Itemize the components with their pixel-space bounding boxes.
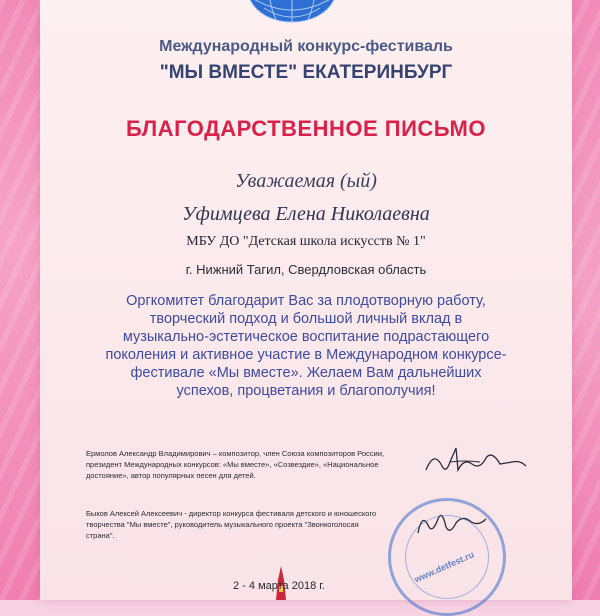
signatory-line: страна".: [86, 531, 115, 540]
stamp-inner-ring: [405, 515, 489, 599]
recipient-name: Уфимцева Елена Николаевна: [182, 203, 430, 225]
gratitude-text: [40, 292, 572, 400]
stamp-website: www.detfest.ru: [412, 549, 476, 585]
gratitude-line: поколения и активное участие в Международном конкурсе-: [105, 347, 507, 363]
signatory-line: Быков Алексей Алексеевич - директор конкурса фестиваля детского и юношеского: [86, 509, 377, 518]
signature-1: [420, 440, 530, 480]
signatory-line: достояние», автор популярных песен для детей.: [86, 471, 256, 480]
gratitude-line: творческий подход и большой личный вклад в: [149, 311, 463, 327]
signatory-1-description: [86, 448, 386, 481]
document-title: БЛАГОДАРСТВЕННОЕ ПИСЬМО: [125, 116, 486, 141]
organizer-line-2: "МЫ ВМЕСТЕ" ЕКАТЕРИНБУРГ: [159, 62, 453, 83]
festival-globe-logo: [242, 0, 342, 24]
signatory-line: президент Международных конкурсов: «Мы вместе», «Созвездие», «Национальное: [86, 460, 379, 469]
gratitude-line: успехов, процветания и благополучия!: [176, 383, 436, 399]
gratitude-line: Оргкомитет благодарит Вас за плодотворную работу,: [126, 293, 486, 309]
signatory-line: творчества "Мы вместе", руководитель музыкального проекта "Звонкоголосая: [86, 520, 359, 529]
signatory-2-description: [86, 508, 386, 541]
organizer-line-1: Международный конкурс-фестиваль: [159, 38, 453, 55]
gratitude-line: фестивале «Мы вместе». Желаем Вам дальнейших: [130, 365, 482, 381]
recipient-institution: МБУ ДО "Детская школа искусств № 1": [186, 234, 426, 249]
official-stamp: [388, 498, 506, 616]
recipient-city: г. Нижний Тагил, Свердловская область: [185, 262, 427, 277]
greeting: Уважаемая (ый): [235, 170, 377, 192]
event-date: 2 - 4 марта 2018 г.: [233, 580, 325, 592]
gratitude-line: музыкально-эстетическое воспитание подрастающего: [122, 329, 490, 345]
signatory-line: Ермолов Александр Владимирович – композитор, член Союза композиторов России,: [86, 449, 384, 458]
